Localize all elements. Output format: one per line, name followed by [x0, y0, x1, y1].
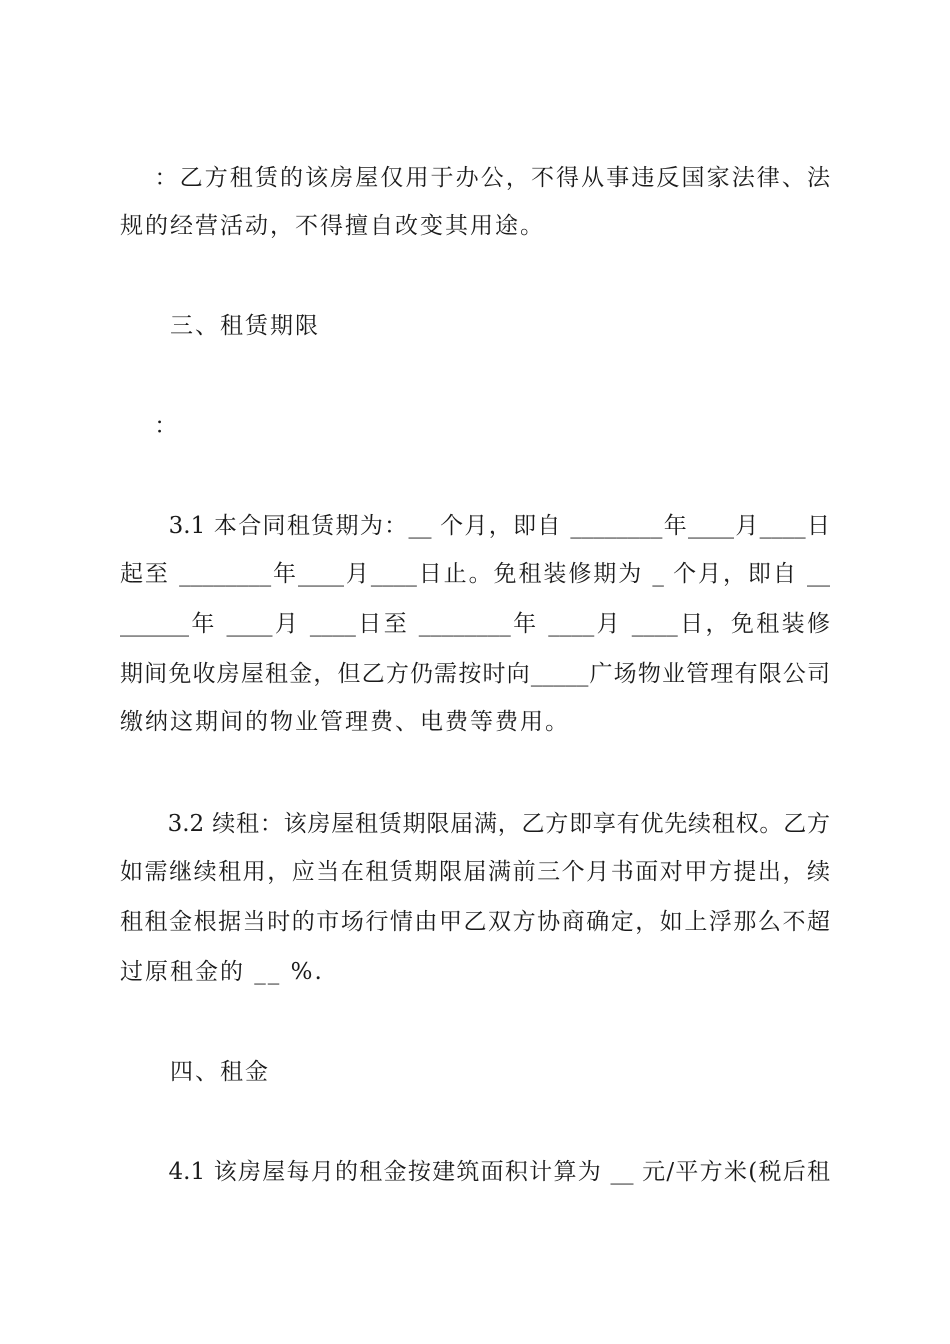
paragraph-usage-line-1: ：乙方租赁的该房屋仅用于办公，不得从事违反国家法律、法 — [120, 165, 830, 191]
colon-line: ： — [120, 413, 180, 439]
clause-3-2-line-3: 租租金根据当时的市场行情由甲乙双方协商确定，如上浮那么不超 — [120, 909, 830, 935]
clause-3-1-line-2: 起至 ________年____月____日止。免租装修期为 _ 个月，即自 __ — [120, 561, 830, 587]
clause-3-2-line-4: 过原租金的 __ %. — [120, 959, 324, 985]
paragraph-usage-line-2: 规的经营活动，不得擅自改变其用途。 — [120, 213, 545, 239]
clause-3-1-line-5: 缴纳这期间的物业管理费、电费等费用。 — [120, 709, 570, 735]
section-heading-rent: 四、租金 — [120, 1059, 270, 1085]
clause-3-2-line-1: 3.2 续租：该房屋租赁期限届满，乙方即享有优先续租权。乙方 — [120, 811, 830, 837]
clause-3-2-line-2: 如需继续租用，应当在租赁期限届满前三个月书面对甲方提出，续 — [120, 859, 830, 885]
clause-3-1-line-1: 3.1 本合同租赁期为：__ 个月，即自 ________年____月____日 — [120, 513, 830, 539]
clause-4-1-line-1: 4.1 该房屋每月的租金按建筑面积计算为 __ 元/平方米(税后租 — [120, 1159, 830, 1185]
clause-3-1-line-3: ______年 ____月 ____日至 ________年 ____月 ____日，免租装修 — [120, 611, 830, 637]
section-heading-lease-term: 三、租赁期限 — [120, 313, 320, 339]
clause-3-1-line-4: 期间免收房屋租金，但乙方仍需按时向_____广场物业管理有限公司 — [120, 661, 830, 687]
